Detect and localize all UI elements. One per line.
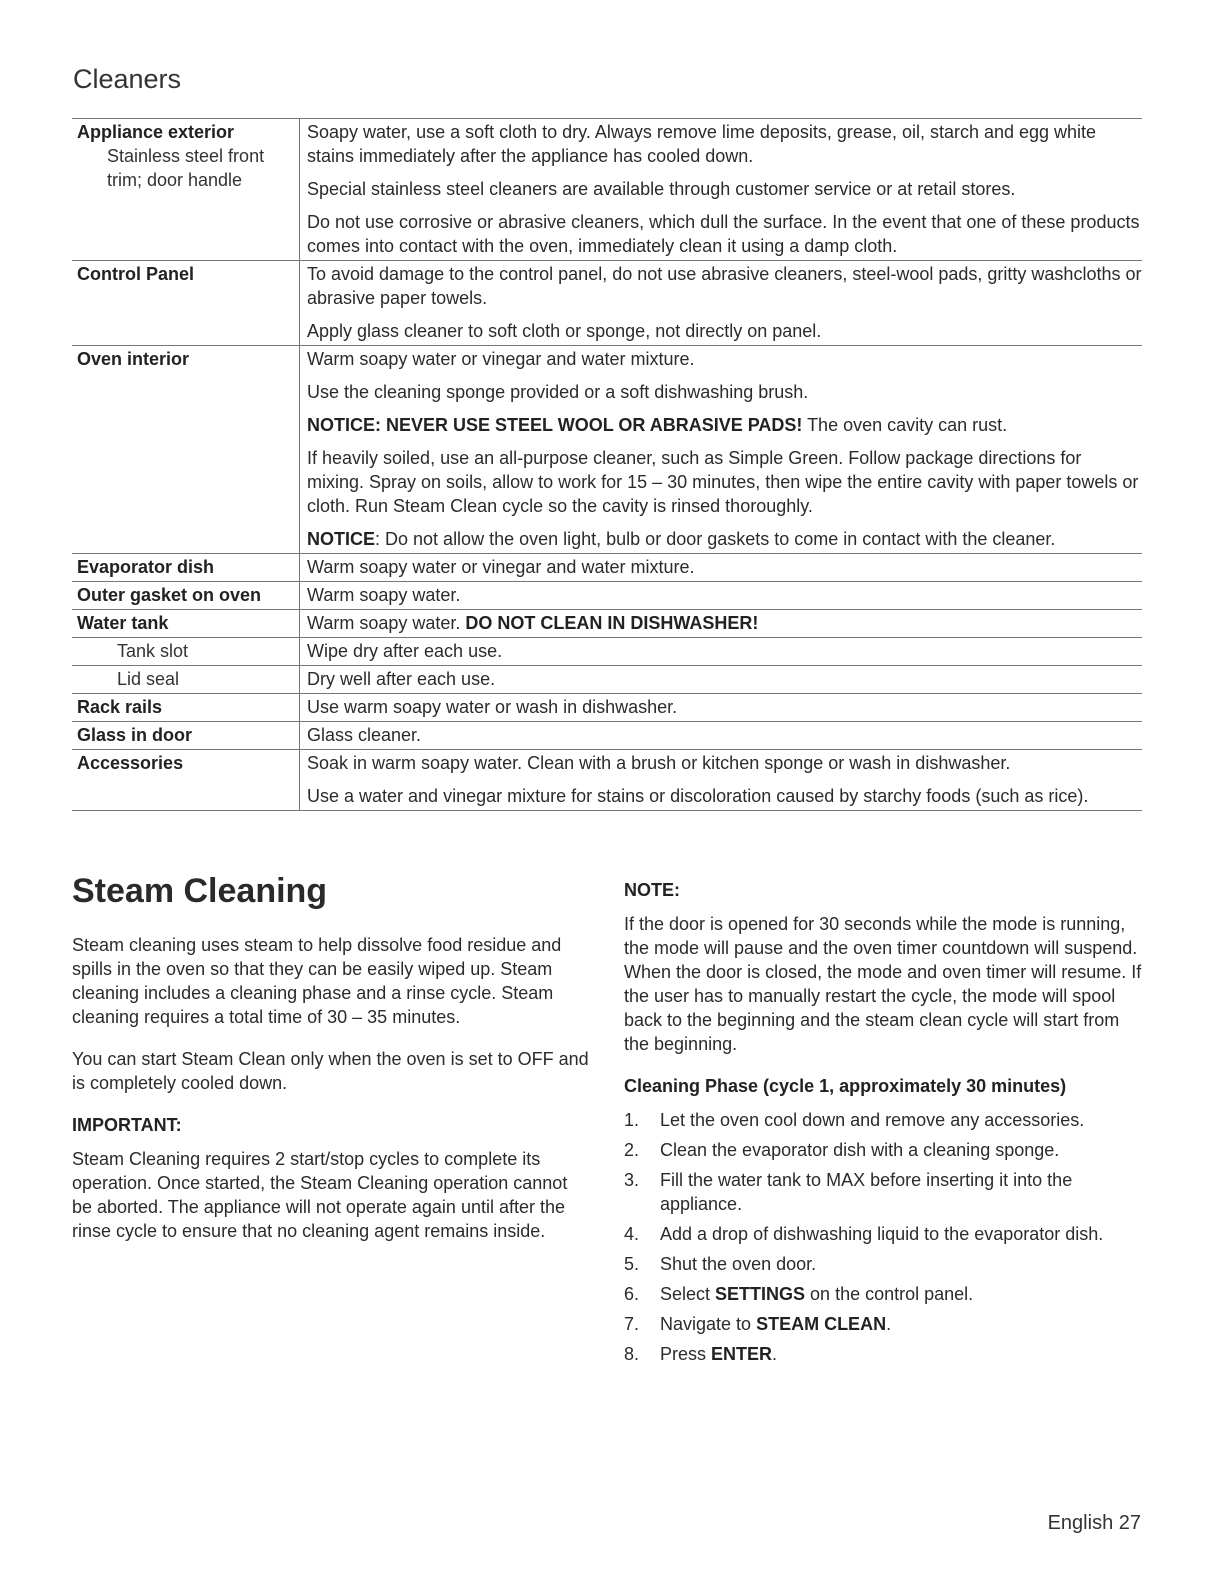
cleaners-table <box>72 118 1142 811</box>
step-number: 4. <box>624 1224 640 1244</box>
step-text: . <box>772 1344 778 1364</box>
note-paragraph: If the door is opened for 30 seconds while the mode is running, the mode will pause and the oven timer countdown will suspend. When the door is closed, the mode and oven timer will resume. If the user has to manually restart the cycle, the mode will spool back to the beginning and the steam clean cycle will start from the beginning. <box>624 914 1142 1054</box>
notice-bold: NOTICE: NEVER USE STEEL WOOL OR ABRASIVE PADS! <box>307 415 803 435</box>
table-row <box>72 119 1142 261</box>
table-row <box>72 582 1142 610</box>
row-label: Evaporator dish <box>77 557 215 577</box>
step-keyword: SETTINGS <box>715 1284 806 1304</box>
row-text: Special stainless steel cleaners are available through customer service or at retail stores. <box>307 179 1016 199</box>
list-item <box>624 1282 1144 1306</box>
list-item <box>624 1168 1144 1216</box>
step-text: Select <box>660 1284 716 1304</box>
warning-bold: DO NOT CLEAN IN DISHWASHER! <box>465 613 759 633</box>
start-note-paragraph: You can start Steam Clean only when the oven is set to OFF and is completely cooled down. <box>72 1049 589 1093</box>
step-number: 2. <box>624 1140 640 1160</box>
row-text: Use warm soapy water or wash in dishwasher. <box>300 694 1143 722</box>
step-text: Add a drop of dishwashing liquid to the evaporator dish. <box>660 1224 1104 1244</box>
row-text: Warm soapy water. <box>307 613 466 633</box>
steam-intro-column <box>72 933 592 1261</box>
row-text: Warm soapy water or vinegar and water mixture. <box>307 349 695 369</box>
step-text: Let the oven cool down and remove any accessories. <box>660 1110 1085 1130</box>
row-label: Rack rails <box>77 697 163 717</box>
notice-rest: The oven cavity can rust. <box>802 415 1008 435</box>
cleaners-heading: Cleaners <box>73 64 182 94</box>
row-text: Apply glass cleaner to soft cloth or sponge, not directly on panel. <box>307 321 822 341</box>
table-row <box>72 346 1142 554</box>
row-text: If heavily soiled, use an all-purpose cleaner, such as Simple Green. Follow package directions for mixing. Spray on soils, allow to work for 15 – 30 minutes, then wipe the entire cavity with paper towels or cloth. Run Steam Clean cycle so the cavity is rinsed thoroughly. <box>307 448 1139 516</box>
row-text: Glass cleaner. <box>300 722 1143 750</box>
list-item <box>624 1108 1144 1132</box>
steam-cleaning-heading: Steam Cleaning <box>72 872 328 910</box>
row-label: Tank slot <box>117 641 189 661</box>
important-label: IMPORTANT: <box>72 1115 182 1135</box>
row-label: Glass in door <box>77 725 193 745</box>
table-row <box>72 666 1142 694</box>
phase-title: Cleaning Phase (cycle 1, approximately 30 minutes) <box>624 1076 1067 1096</box>
step-number: 6. <box>624 1284 640 1304</box>
row-text: Soak in warm soapy water. Clean with a brush or kitchen sponge or wash in dishwasher. <box>307 753 1011 773</box>
step-text: Press <box>660 1344 712 1364</box>
list-item <box>624 1222 1144 1246</box>
step-number: 5. <box>624 1254 640 1274</box>
notice-text <box>307 413 1142 437</box>
step-text: . <box>886 1314 892 1334</box>
list-item <box>624 1252 1144 1276</box>
step-keyword: ENTER <box>711 1344 773 1364</box>
step-number: 8. <box>624 1344 640 1364</box>
row-label: Oven interior <box>77 349 190 369</box>
row-label: Outer gasket on oven <box>77 585 262 605</box>
table-row <box>72 610 1142 638</box>
row-text: Warm soapy water. <box>300 582 1143 610</box>
row-text: Warm soapy water or vinegar and water mixture. <box>300 554 1143 582</box>
step-text: Navigate to <box>660 1314 757 1334</box>
row-text: Do not use corrosive or abrasive cleaners, which dull the surface. In the event that one of these products comes into contact with the oven, immediately clean it using a damp cloth. <box>307 212 1140 256</box>
table-row <box>72 722 1142 750</box>
note-label: NOTE: <box>624 880 680 900</box>
important-paragraph: Steam Cleaning requires 2 start/stop cycles to complete its operation. Once started, the Steam Cleaning operation cannot be aborted. The appliance will not operate again until after the rinse cycle to ensure that no cleaning agent remains inside. <box>72 1149 568 1241</box>
row-label: Appliance exterior <box>77 122 235 142</box>
step-text: Fill the water tank to MAX before inserting it into the appliance. <box>660 1170 1073 1214</box>
step-text: Shut the oven door. <box>660 1254 817 1274</box>
page-number: English 27 <box>1047 1512 1141 1534</box>
table-row <box>72 638 1142 666</box>
steps-list <box>624 1108 1144 1366</box>
list-item <box>624 1312 1144 1336</box>
step-keyword: STEAM CLEAN <box>756 1314 887 1334</box>
notice-bold: NOTICE <box>307 529 376 549</box>
notice-text <box>307 527 1142 551</box>
step-number: 3. <box>624 1170 640 1190</box>
list-item <box>624 1342 1144 1366</box>
list-item <box>624 1138 1144 1162</box>
table-row <box>72 554 1142 582</box>
step-number: 7. <box>624 1314 640 1334</box>
table-row <box>72 750 1142 811</box>
row-text: Use the cleaning sponge provided or a soft dishwashing brush. <box>307 382 809 402</box>
table-row <box>72 261 1142 346</box>
step-text: Clean the evaporator dish with a cleaning sponge. <box>660 1140 1060 1160</box>
row-label: Lid seal <box>117 669 180 689</box>
row-text: Use a water and vinegar mixture for stains or discoloration caused by starchy foods (such as rice). <box>307 786 1089 806</box>
row-label: Accessories <box>77 753 184 773</box>
row-text: Soapy water, use a soft cloth to dry. Always remove lime deposits, grease, oil, starch and egg white stains immediately after the appliance has cooled down. <box>307 122 1097 166</box>
notice-rest: : Do not allow the oven light, bulb or door gaskets to come in contact with the cleaner. <box>375 529 1056 549</box>
row-label: Control Panel <box>77 264 195 284</box>
row-label: Water tank <box>77 613 169 633</box>
row-sublabel: Stainless steel front trim; door handle <box>107 146 265 190</box>
row-text: Wipe dry after each use. <box>300 638 1143 666</box>
row-text: Dry well after each use. <box>300 666 1143 694</box>
step-number: 1. <box>624 1110 640 1130</box>
intro-paragraph: Steam cleaning uses steam to help dissolve food residue and spills in the oven so that they can be easily wiped up. Steam cleaning includes a cleaning phase and a rinse cycle. Steam cleaning requires a total time of 30 – 35 minutes. <box>72 935 562 1027</box>
step-text: on the control panel. <box>805 1284 974 1304</box>
row-text: To avoid damage to the control panel, do not use abrasive cleaners, steel-wool pads, gritty washcloths or abrasive paper towels. <box>307 264 1142 308</box>
table-row <box>72 694 1142 722</box>
steam-steps-column <box>624 878 1144 1372</box>
